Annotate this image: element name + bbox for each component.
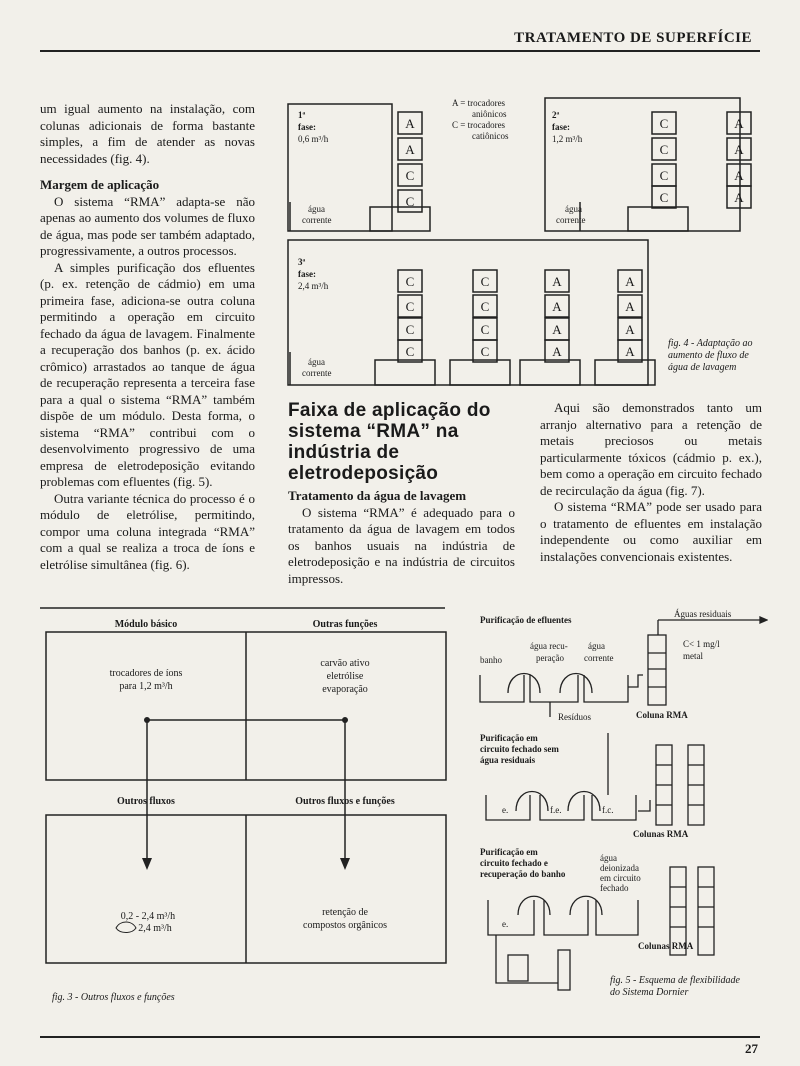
fig4-phase3-word: fase: [298,269,316,279]
fig3-basic-1: trocadores de íons [109,668,183,679]
fig4-phase3-corrente: corrente [302,368,332,378]
fig4-p3-a6: A [625,299,635,314]
fig4-phase3-num: 3ª [298,257,306,267]
fig5-e-2: e. [502,919,509,929]
fig5-caption-2: do Sistema Dornier [610,987,689,998]
fig5-colunas-rma-2: Colunas RMA [638,941,694,951]
fig4-legend-a: A = trocadores [452,98,506,108]
left-column [40,101,255,573]
fig4-phase1-agua: água [308,204,325,214]
fig4-p3-c6: C [480,299,490,314]
fig5-title-2b: circuito fechado sem [480,744,559,754]
fig5-title-3b: circuito fechado e [480,858,548,868]
fig4-phase2-agua: água [565,204,582,214]
fig5-caption-1: fig. 5 - Esquema de flexibilidade [610,975,740,986]
fig5-residuos: Resíduos [558,712,592,722]
fig3-basic-2: para 1,2 m³/h [119,681,173,692]
fig3-caption: fig. 3 - Outros fluxos e funções [52,992,175,1003]
fig5-corrente-1: corrente [584,653,614,663]
page-header-title: TRATAMENTO DE SUPERFÍCIE [514,30,752,46]
fig4-phase3-frame [288,240,648,385]
fig5-deion-3: em circuito [600,873,641,883]
page-number: 27 [745,1041,758,1056]
fig4-phase3-flow: 2,4 m³/h [298,281,329,291]
fig4-phase1-corrente: corrente [302,215,332,225]
fig4-p2-c1: C [659,116,669,131]
fig3-flow-range: 0,2 - 2,4 m³/h [120,911,176,922]
paragraph-2: A simples purificação dos efluentes (p. ex. retenção de cádmio) em uma primeira fase, adiciona-se outra coluna permitindo a operação em circuito fechado da água de lavagem. Finalmente a recuperação dos banhos (p. ex. ácido crômico) arrastados ao tanque de água de recuperação representa a terceira fase para a qual o sistema “RMA” também dispõe de um módulo. Desta forma, o sistema “RMA” contribui com o desenvolvimento progressivo de uma empresa de eletrodeposição evitando problemas com efluentes (fig. 5). [40,259,255,489]
fig4-p2-a4: A [734,190,744,205]
fig5-title-2a: Purificação em [480,733,538,743]
middle-column [288,488,515,587]
fig5-agua-recu: água recu- [530,641,568,651]
fig4-phase1-num: 1ª [298,110,306,120]
fig4-phase2-corrente: corrente [556,215,586,225]
fig4-p2-a2: A [734,142,744,157]
fig4-phase1-flow: 0,6 m³/h [298,134,329,144]
fig4-legend-c: C = trocadores [452,120,506,130]
fig4-phase2-word: fase: [552,122,570,132]
fig4-p1-col-a1: A [405,116,415,131]
fig5-e-1: e. [502,805,509,815]
fig3-other-fn-1: carvão ativo [320,658,370,669]
fig4-p1-col-c2: C [405,194,415,209]
fig5-colunas-rma-1: Colunas RMA [633,829,689,839]
paragraph-3: Outra variante técnica do processo é o módulo de eletrólise, permitindo, compor uma coluna integrada “RMA” com a qual se realiza a troca de íons e eletrólise simultânea (fig. 6). [40,490,255,572]
fig4-p3-a2: A [552,299,562,314]
fig4-phase3-agua: água [308,357,325,367]
fig4-p3-a1: A [552,274,562,289]
fig4-p3-c4: C [405,344,415,359]
fig5-fc: f.c. [602,805,614,815]
fig4-p2-a1: A [734,116,744,131]
fig4-p2-c2: C [659,142,669,157]
subhead-margem: Margem de aplicação [40,177,160,192]
fig4-legend-a2: aniônicos [472,109,507,119]
fig5-aguas-residuais: Águas residuais [674,609,732,619]
fig5-title-2c: água residuais [480,755,536,765]
fig4-p3-a7: A [625,322,635,337]
fig4-p1-col-c1: C [405,168,415,183]
fig4-p3-a8: A [625,344,635,359]
fig4-caption: fig. 4 - Adaptação ao aumento de fluxo de água de lavagem [668,338,753,373]
paragraph-1: O sistema “RMA” adapta-se não apenas ao aumento dos volumes de fluxo de água, mas pode ser também adaptado, progressivamente, a outros processos. [40,193,255,258]
fig4-p3-c7: C [480,322,490,337]
fig3-retention-1: retenção de [322,907,368,918]
fig4-p2-a3: A [734,168,744,183]
fig5-limit-1: C< 1 mg/l [683,639,720,649]
fig5-deion-2: deionizada [600,863,639,873]
fig4-p3-c3: C [405,322,415,337]
fig5-title-3a: Purificação em [480,847,538,857]
fig5-limit-2: metal [683,651,703,661]
fig4-p3-a3: A [552,322,562,337]
right-paragraph-2: O sistema “RMA” pode ser usado para o tratamento de efluentes em instalação independente ou como auxiliar em instalações convencionais existentes. [540,499,762,564]
intro-paragraph: um igual aumento na instalação, com colunas adicionais de forma bastante simples, a fim de atender as novas necessidades (fig. 4). [40,101,255,166]
fig5-deion-1: água [600,853,617,863]
fig5-title-3c: recuperação do banho [480,869,566,879]
fig5-fe: f.e. [550,805,562,815]
fig4-p3-c8: C [480,344,490,359]
fig3-header-other-fn: Outras funções [312,619,378,630]
fig4-p2-c3: C [659,168,669,183]
fig3-header-other-flows-fn: Outros fluxos e funções [295,796,395,807]
fig5-diagram [478,605,768,1020]
fig4-p1-col-a2: A [405,142,415,157]
footer-rule [40,1036,760,1038]
subhead-tratamento: Tratamento da água de lavagem [288,488,467,503]
fig3-header-other-flows: Outros fluxos [117,796,175,807]
fig3-retention-2: compostos orgânicos [303,920,387,931]
fig4-legend-c2: catiônicos [472,131,509,141]
fig5-agua-1: água [588,641,605,651]
right-column [540,400,762,565]
fig3-header-basic: Módulo básico [114,619,178,630]
right-paragraph-1: Aqui são demonstrados tanto um arranjo alternativo para a retenção de metais preciosos ou metais particularmente tóxicos (cádmio p. ex.), bem como a operação em circuito fechado de recirculação da água (fig. 7). [540,400,762,498]
fig3-other-fn-3: evaporação [322,684,368,695]
fig5-deion-4: fechado [600,883,629,893]
fig4-p3-c1: C [405,274,415,289]
fig5-caption [610,975,770,999]
fig4-phase1-word: fase: [298,122,316,132]
fig4-p3-c5: C [480,274,490,289]
fig4-p3-a5: A [625,274,635,289]
fig3-diagram [40,600,470,1010]
fig5-coluna-rma: Coluna RMA [636,710,688,720]
fig4-phase2-flow: 1,2 m³/h [552,134,583,144]
fig5-peracao: peração [536,653,564,663]
fig4-phase2-num: 2ª [552,110,560,120]
fig3-flow-loop: 2,4 m³/h [138,923,172,934]
fig5-banho: banho [480,655,502,665]
fig4-p3-a4: A [552,344,562,359]
fig4-p3-c2: C [405,299,415,314]
fig3-other-fn-2: eletrólise [326,671,364,682]
fig5-title-1: Purificação de efluentes [480,615,572,625]
fig4-p2-c4: C [659,190,669,205]
section-title: Faixa de aplicação do sistema “RMA” na indústria de eletrodeposição [288,400,491,484]
header-rule [40,50,760,52]
middle-paragraph: O sistema “RMA” é adequado para o tratamento da água de lavagem em todos os banhos usuais na indústria de eletrodeposição e na indústria de circuitos impressos. [288,504,515,586]
fig3-loop-icon [116,922,136,933]
